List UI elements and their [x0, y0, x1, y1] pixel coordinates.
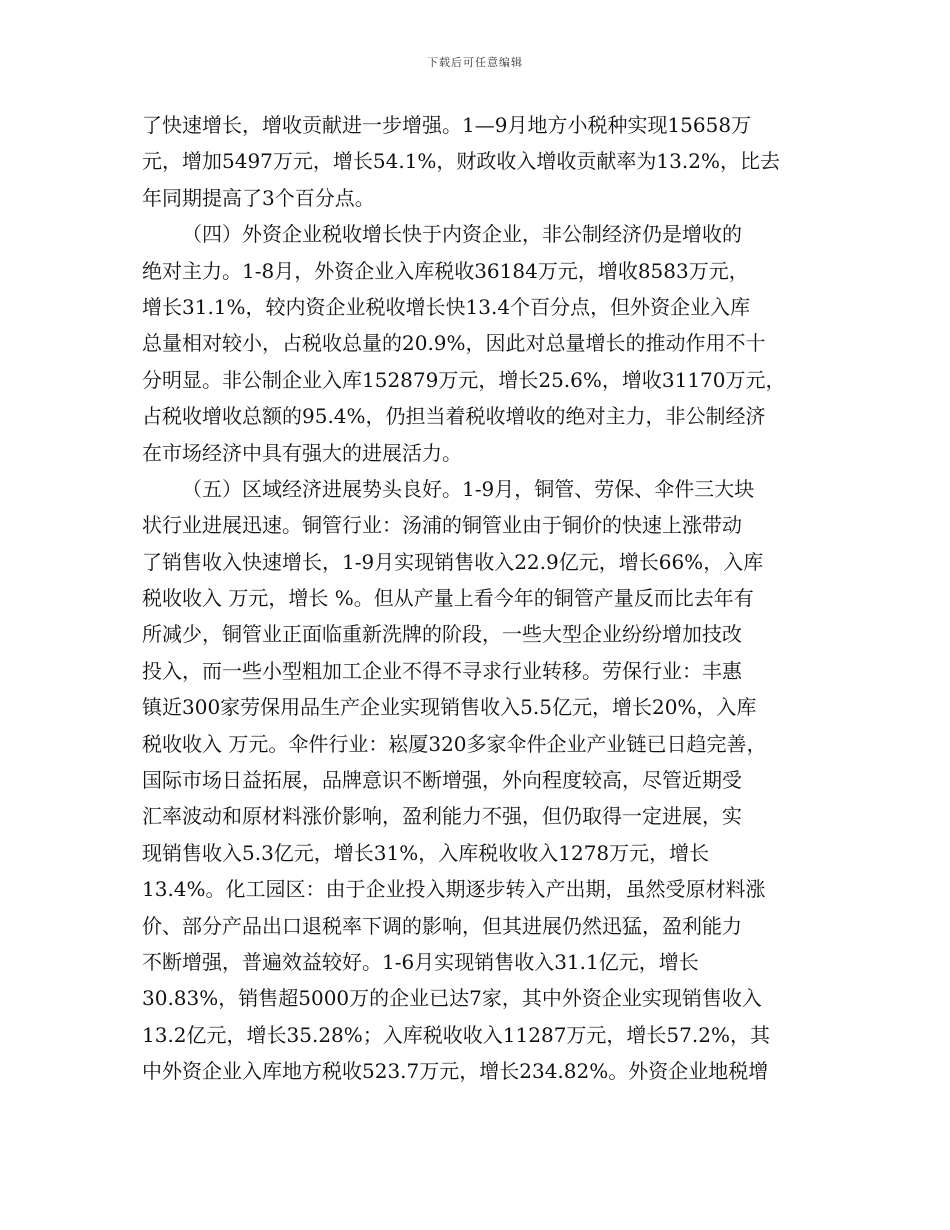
text-line: 状行业进展迅速。铜管行业：汤浦的铜管业由于铜价的快速上涨带动 [142, 513, 742, 538]
text-line: 了销售收入快速增长，1-9月实现销售收入22.9亿元，增长66%，入库 [142, 549, 764, 574]
text-line: 增长31.1%，较内资企业税收增长快13.4个百分点，但外资企业入库 [142, 294, 751, 319]
text-line: 投入，而一些小型粗加工企业不得不寻求行业转移。劳保行业：丰惠 [142, 658, 742, 683]
page-header-note: 下载后可任意编辑 [427, 56, 523, 69]
text-line: 价、部分产品出口退税率下调的影响，但其进展仍然迅猛，盈利能力 [142, 913, 742, 938]
text-line: 绝对主力。1-8月，外资企业入库税收36184万元，增收8583万元， [142, 258, 749, 283]
paragraph-start-line: （四）外资企业税收增长快于内资企业，非公制经济仍是增收的 [182, 222, 742, 247]
text-line: 13.2亿元，增长35.28%；入库税收收入11287万元，增长57.2%，其 [142, 1022, 770, 1047]
text-line: 分明显。非公制企业入库152879万元，增长25.6%，增收31170万元， [142, 367, 786, 392]
text-line: 税收收入 万元，增长 %。但从产量上看今年的铜管产量反而比去年有 [142, 586, 754, 611]
text-line: 年同期提高了3个百分点。 [142, 185, 375, 210]
text-line: 不断增强，普遍效益较好。1-6月实现销售收入31.1亿元，增长 [142, 949, 699, 974]
text-line: 30.83%，销售超5000万的企业已达7家，其中外资企业实现销售收入 [142, 986, 762, 1011]
text-line: 税收收入 万元。伞件行业：崧厦320多家伞件企业产业链已日趋完善， [142, 731, 767, 756]
text-line: 13.4%。化工园区：由于企业投入期逐步转入产出期，虽然受原材料涨 [142, 877, 766, 902]
text-line: 占税收增收总额的95.4%，仍担当着税收增收的绝对主力，非公制经济 [142, 404, 766, 429]
text-line: 中外资企业入库地方税收523.7万元，增长234.82%。外资企业地税增 [142, 1059, 769, 1084]
body-text [142, 107, 812, 1090]
text-line: 现销售收入5.3亿元，增长31%，入库税收收入1278万元，增长 [142, 840, 710, 865]
text-line: 在市场经济中具有强大的进展活力。 [142, 440, 462, 465]
text-line: 了快速增长，增收贡献进一步增强。1—9月地方小税种实现15658万 [142, 113, 752, 137]
text-line: 镇近300家劳保用品生产企业实现销售收入5.5亿元，增长20%，入库 [142, 695, 757, 720]
text-line: 国际市场日益拓展，品牌意识不断增强，外向程度较高，尽管近期受 [142, 768, 742, 793]
text-line: 元，增加5497万元，增长54.1%，财政收入增收贡献率为13.2%，比去 [142, 149, 780, 174]
text-line: 总量相对较小，占税收总量的20.9%，因此对总量增长的推动作用不十 [142, 331, 766, 356]
text-line: 所减少，铜管业正面临重新洗牌的阶段，一些大型企业纷纷增加技改 [142, 622, 742, 647]
text-line: 汇率波动和原材料涨价影响，盈利能力不强，但仍取得一定进展，实 [142, 804, 742, 829]
paragraph-start-line: （五）区域经济进展势头良好。1-9月，铜管、劳保、伞件三大块 [182, 476, 755, 501]
